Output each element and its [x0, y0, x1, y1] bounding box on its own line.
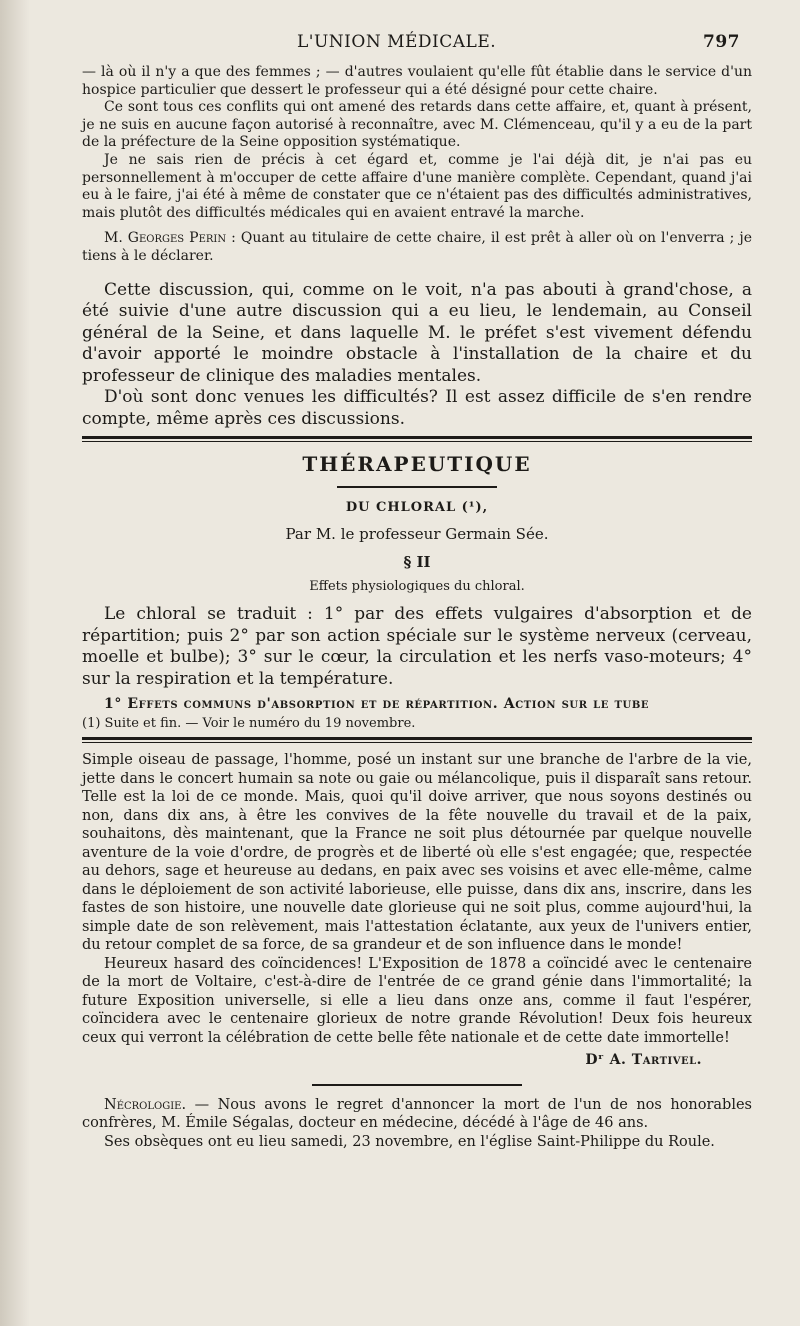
speaker-text: Quant au titulaire de cette chaire, il est prêt à aller où on l'enverra ; je tiens à le déclarer. [82, 230, 752, 264]
feuilleton-rule [82, 737, 752, 740]
discussion-section [82, 280, 752, 431]
article-subtitle: Effets physiologiques du chloral. [309, 579, 525, 595]
running-head [82, 26, 752, 58]
section-title: THÉRAPEUTIQUE [302, 452, 532, 477]
separator-rule [312, 1084, 522, 1086]
necrologie-paragraph-2: Ses obsèques ont eu lieu samedi, 23 novembre, en l'église Saint-Philippe du Roule. [104, 1133, 715, 1150]
feuilleton-section [82, 751, 752, 1070]
necrologie-label: Nécrologie. [104, 1096, 187, 1113]
binding-gutter [0, 0, 30, 1326]
therapeutique-body [82, 604, 752, 690]
section-rule-thin [82, 441, 752, 442]
article-author: Par M. le professeur Germain Sée. [285, 525, 549, 544]
necrologie-section [82, 1096, 752, 1152]
discussion-paragraph-1: Cette discussion, qui, comme on le voit, n'a pas abouti à grand'chose, a été suivie d'une autre discussion qui a eu lieu, le lendemain, au Conseil général de la Seine, et dans laquelle M. le préfet s'est vivement défendu d'avoir apporté le moindre obstacle à l'installation de la chaire et du professeur de clinique des maladies mentales. [82, 279, 752, 386]
feuilleton-rule-thin [82, 742, 752, 743]
feuilleton-paragraph-2: Heureux hasard des coïncidences! L'Exposition de 1878 a coïncidé avec le centenaire de la mort de Voltaire, c'est-à-dire de l'entrée de ce grand génie dans l'immortalité; la future Exposition universelle, si elle a lieu dans onze ans, comme il faut l'espérer, coïncidera avec le centenaire glorieux de notre grande Révolution! Deux fois heureux ceux qui verront la célébration de cette belle fête nationale et de cette date immortelle! [82, 955, 752, 1046]
intro-paragraph-2: Ce sont tous ces conflits qui ont amené des retards dans cette affaire, et, quant à présent, je ne suis en aucune façon autorisé à reconnaître, avec M. Clémenceau, qu'il y a eu de la part de la préfecture de la Seine opposition systématique. [82, 99, 752, 151]
necrologie-text: — Nous avons le regret d'annoncer la mort de l'un de nos honorables confrères, M. Émile Ségalas, docteur en médecine, décédé à l'âge de 46 ans. [82, 1096, 753, 1132]
title-underline [337, 486, 497, 488]
footnote: (1) Suite et fin. — Voir le numéro du 19 novembre. [82, 716, 416, 732]
section-rule [82, 436, 752, 439]
necrologie-paragraph-1 [82, 1096, 752, 1133]
section-mark: § II [403, 553, 431, 572]
journal-title: L'UNION MÉDICALE. [297, 32, 497, 52]
intro-paragraph-4 [82, 230, 752, 265]
article-title: DU CHLORAL (¹), [345, 500, 489, 516]
signature: Dʳ A. Tartivel. [585, 1052, 702, 1069]
subsection-heading: 1° Effets communs d'absorption et de répartition. Action sur le tube [104, 696, 650, 713]
therapeutique-paragraph: Le chloral se traduit : 1° par des effets vulgaires d'absorption et de répartition; puis 2° par son action spéciale sur le système nerveux (cerveau, moelle et bulbe); 3° sur le cœur, la circulation et les nerfs vaso-moteurs; 4° sur la respiration et la température. [82, 604, 752, 689]
discussion-paragraph-2: D'où sont donc venues les difficultés? Il est assez difficile de s'en rendre compte, même après ces discussions. [82, 387, 752, 429]
intro-paragraph-3: Je ne sais rien de précis à cet égard et, comme je l'ai déjà dit, je n'ai pas eu personnellement à m'occuper de cette affaire d'une manière complète. Cependant, quand j'ai eu à le faire, j'ai été à même de constater que ce n'étaient pas des difficultés administratives, mais plutôt des difficultés médicales qui en avaient entravé la marche. [82, 151, 752, 221]
speaker-name: M. Georges Perin : [104, 230, 236, 247]
intro-section [82, 64, 752, 266]
intro-paragraph-1: — là où il n'y a que des femmes ; — d'autres voulaient qu'elle fût établie dans le service d'un hospice particulier que dessert le professeur qui a été désigné pour cette chaire. [82, 64, 752, 98]
feuilleton-paragraph-1: Simple oiseau de passage, l'homme, posé un instant sur une branche de l'arbre de la vie, jette dans le concert humain sa note ou gaie ou mélancolique, puis il disparaît sans retour. Telle est la loi de ce monde. Mais, quoi qu'il doive arriver, que nous soyons destinés ou non, dans dix ans, à être les convives de la fête nouvelle du travail et de la paix, souhaitons, dès maintenant, que la France ne soit plus détournée par quelque nouvelle aventure de la voie d'ordre, de progrès et de liberté où elle s'est engagée; que, respectée au dehors, sage et heureuse au dedans, en paix avec ses voisins et avec elle-même, calme dans le déploiement de son activité laborieuse, elle puisse, dans dix ans, inscrire, dans les fastes de son histoire, une nouvelle date glorieuse qui ne soit plus, comme aujourd'hui, la simple date de son relèvement, mais l'attestation éclatante, aux yeux de l'univers entier, du retour complet de sa force, de sa grandeur et de son influence dans le monde! [82, 752, 752, 954]
page-number: 797 [703, 32, 740, 52]
